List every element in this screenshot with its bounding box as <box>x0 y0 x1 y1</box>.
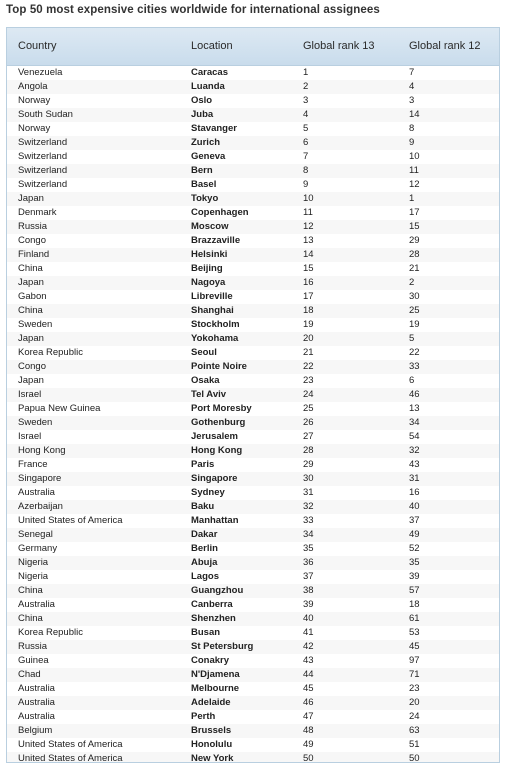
cell-location: Conakry <box>191 655 230 666</box>
cell-country: Japan <box>18 333 44 344</box>
cell-location: Beijing <box>191 263 223 274</box>
table-row <box>7 486 499 500</box>
cell-rank13: 30 <box>303 473 314 484</box>
cell-country: Israel <box>18 431 42 442</box>
cell-location: Sydney <box>191 487 225 498</box>
column-header-country: Country <box>18 40 57 52</box>
cell-location: Shanghai <box>191 305 234 316</box>
cell-country: Korea Republic <box>18 627 83 638</box>
cell-location: Honolulu <box>191 739 233 750</box>
cell-country: Norway <box>18 95 51 106</box>
cell-rank12: 33 <box>409 361 420 372</box>
cell-country: China <box>18 263 43 274</box>
cell-country: Finland <box>18 249 50 260</box>
cell-rank12: 39 <box>409 571 420 582</box>
cell-country: France <box>18 459 48 470</box>
cell-rank12: 57 <box>409 585 420 596</box>
cell-rank12: 43 <box>409 459 420 470</box>
table-row <box>7 696 499 710</box>
cell-rank12: 3 <box>409 95 415 106</box>
table-row <box>7 752 499 763</box>
cell-rank12: 31 <box>409 473 420 484</box>
cell-country: China <box>18 585 43 596</box>
cell-rank12: 30 <box>409 291 420 302</box>
cell-country: Denmark <box>18 207 57 218</box>
cell-location: Stockholm <box>191 319 240 330</box>
cell-rank12: 16 <box>409 487 420 498</box>
cell-rank13: 47 <box>303 711 314 722</box>
cell-location: Perth <box>191 711 216 722</box>
table-row <box>7 136 499 150</box>
table-row <box>7 178 499 192</box>
cell-location: Tokyo <box>191 193 219 204</box>
cell-rank13: 46 <box>303 697 314 708</box>
cell-rank13: 31 <box>303 487 314 498</box>
cell-rank13: 8 <box>303 165 309 176</box>
table-row <box>7 94 499 108</box>
cell-rank13: 38 <box>303 585 314 596</box>
cell-country: Australia <box>18 697 55 708</box>
cell-location: Jerusalem <box>191 431 239 442</box>
cell-rank12: 11 <box>409 165 419 176</box>
cell-rank12: 9 <box>409 137 415 148</box>
cell-location: Canberra <box>191 599 233 610</box>
cell-country: Hong Kong <box>18 445 66 456</box>
table-row <box>7 108 499 122</box>
cell-location: Hong Kong <box>191 445 243 456</box>
table-row <box>7 262 499 276</box>
table-row <box>7 360 499 374</box>
table-row <box>7 570 499 584</box>
table-body <box>7 66 499 763</box>
cell-country: Singapore <box>18 473 62 484</box>
table-row <box>7 388 499 402</box>
cell-rank13: 48 <box>303 725 314 736</box>
cell-country: Russia <box>18 221 48 232</box>
cell-country: United States of America <box>18 515 123 526</box>
table-row <box>7 332 499 346</box>
table-row <box>7 612 499 626</box>
cell-location: Lagos <box>191 571 219 582</box>
cell-location: Guangzhou <box>191 585 244 596</box>
table-row <box>7 472 499 486</box>
cell-location: Luanda <box>191 81 225 92</box>
cell-location: Berlin <box>191 543 218 554</box>
cell-location: Paris <box>191 459 215 470</box>
cell-location: Bern <box>191 165 213 176</box>
cell-country: Sweden <box>18 319 53 330</box>
cell-rank12: 63 <box>409 725 420 736</box>
cell-rank13: 5 <box>303 123 309 134</box>
cell-rank13: 45 <box>303 683 314 694</box>
cell-location: Manhattan <box>191 515 239 526</box>
cell-location: Singapore <box>191 473 238 484</box>
cell-rank13: 21 <box>303 347 314 358</box>
cell-rank12: 1 <box>409 193 415 204</box>
cell-rank13: 4 <box>303 109 309 120</box>
cell-rank13: 32 <box>303 501 314 512</box>
cell-rank12: 29 <box>409 235 420 246</box>
cell-rank12: 32 <box>409 445 420 456</box>
rankings-table <box>6 27 500 763</box>
cell-rank13: 23 <box>303 375 314 386</box>
cell-rank12: 7 <box>409 67 415 78</box>
cell-country: Gabon <box>18 291 47 302</box>
table-row <box>7 318 499 332</box>
table-row <box>7 66 499 80</box>
cell-rank13: 34 <box>303 529 314 540</box>
cell-rank13: 50 <box>303 753 314 763</box>
cell-country: Russia <box>18 641 48 652</box>
table-row <box>7 556 499 570</box>
table-row <box>7 192 499 206</box>
cell-rank13: 20 <box>303 333 314 344</box>
cell-location: Seoul <box>191 347 217 358</box>
cell-rank13: 29 <box>303 459 314 470</box>
cell-rank13: 33 <box>303 515 314 526</box>
cell-country: Belgium <box>18 725 53 736</box>
table-row <box>7 402 499 416</box>
table-header <box>7 28 499 66</box>
table-row <box>7 346 499 360</box>
table-row <box>7 276 499 290</box>
cell-location: Port Moresby <box>191 403 252 414</box>
cell-rank12: 19 <box>409 319 420 330</box>
cell-rank13: 49 <box>303 739 314 750</box>
cell-rank13: 14 <box>303 249 314 260</box>
cell-rank13: 1 <box>303 67 309 78</box>
cell-rank13: 7 <box>303 151 309 162</box>
cell-country: United States of America <box>18 739 123 750</box>
cell-country: Japan <box>18 277 44 288</box>
cell-rank13: 9 <box>303 179 309 190</box>
cell-rank13: 11 <box>303 207 313 218</box>
cell-country: Senegal <box>18 529 53 540</box>
cell-location: Pointe Noire <box>191 361 247 372</box>
cell-rank12: 25 <box>409 305 420 316</box>
table-row <box>7 654 499 668</box>
cell-rank13: 19 <box>303 319 314 330</box>
cell-rank12: 46 <box>409 389 420 400</box>
cell-rank12: 13 <box>409 403 420 414</box>
cell-location: Helsinki <box>191 249 228 260</box>
cell-country: Sweden <box>18 417 53 428</box>
table-row <box>7 150 499 164</box>
cell-country: United States of America <box>18 753 123 763</box>
cell-location: St Petersburg <box>191 641 254 652</box>
cell-rank12: 5 <box>409 333 415 344</box>
table-row <box>7 514 499 528</box>
cell-location: Abuja <box>191 557 218 568</box>
cell-rank12: 97 <box>409 655 420 666</box>
table-row <box>7 220 499 234</box>
cell-country: Switzerland <box>18 151 68 162</box>
cell-rank13: 36 <box>303 557 314 568</box>
cell-country: Switzerland <box>18 179 68 190</box>
table-row <box>7 248 499 262</box>
cell-country: Venezuela <box>18 67 63 78</box>
table-row <box>7 640 499 654</box>
cell-location: Yokohama <box>191 333 239 344</box>
cell-country: South Sudan <box>18 109 73 120</box>
cell-country: Switzerland <box>18 165 68 176</box>
cell-country: Australia <box>18 487 55 498</box>
cell-rank12: 40 <box>409 501 420 512</box>
cell-rank12: 53 <box>409 627 420 638</box>
cell-rank13: 17 <box>303 291 314 302</box>
cell-location: Brazzaville <box>191 235 241 246</box>
column-header-rank13: Global rank 13 <box>303 40 375 52</box>
cell-location: Libreville <box>191 291 233 302</box>
cell-location: New York <box>191 753 234 763</box>
cell-rank12: 23 <box>409 683 420 694</box>
cell-rank12: 8 <box>409 123 415 134</box>
cell-rank13: 18 <box>303 305 314 316</box>
cell-rank12: 20 <box>409 697 420 708</box>
table-row <box>7 374 499 388</box>
cell-rank12: 71 <box>409 669 420 680</box>
cell-rank13: 42 <box>303 641 314 652</box>
cell-location: Gothenburg <box>191 417 246 428</box>
cell-rank13: 44 <box>303 669 314 680</box>
cell-rank12: 18 <box>409 599 420 610</box>
cell-rank12: 49 <box>409 529 420 540</box>
table-row <box>7 234 499 248</box>
cell-location: Tel Aviv <box>191 389 227 400</box>
cell-rank13: 28 <box>303 445 314 456</box>
cell-rank13: 43 <box>303 655 314 666</box>
cell-location: Zurich <box>191 137 221 148</box>
table-row <box>7 206 499 220</box>
cell-location: Copenhagen <box>191 207 249 218</box>
cell-rank13: 25 <box>303 403 314 414</box>
table-row <box>7 542 499 556</box>
table-row <box>7 584 499 598</box>
cell-location: Juba <box>191 109 214 120</box>
cell-location: Stavanger <box>191 123 237 134</box>
cell-rank12: 51 <box>409 739 420 750</box>
cell-rank12: 52 <box>409 543 420 554</box>
cell-rank13: 12 <box>303 221 314 232</box>
cell-country: Angola <box>18 81 48 92</box>
table-row <box>7 724 499 738</box>
cell-location: Baku <box>191 501 215 512</box>
cell-rank13: 41 <box>303 627 314 638</box>
cell-country: Australia <box>18 599 55 610</box>
cell-rank13: 15 <box>303 263 314 274</box>
cell-country: Guinea <box>18 655 49 666</box>
cell-country: Azerbaijan <box>18 501 63 512</box>
cell-location: Moscow <box>191 221 229 232</box>
cell-location: Basel <box>191 179 217 190</box>
table-row <box>7 738 499 752</box>
cell-rank12: 21 <box>409 263 420 274</box>
cell-rank13: 22 <box>303 361 314 372</box>
table-row <box>7 500 499 514</box>
cell-location: Geneva <box>191 151 226 162</box>
cell-location: Nagoya <box>191 277 226 288</box>
cell-rank12: 2 <box>409 277 415 288</box>
cell-rank13: 3 <box>303 95 309 106</box>
cell-rank12: 35 <box>409 557 420 568</box>
cell-rank13: 13 <box>303 235 314 246</box>
cell-rank12: 24 <box>409 711 420 722</box>
table-row <box>7 304 499 318</box>
page-title: Top 50 most expensive cities worldwide for international assignees <box>6 4 380 16</box>
cell-rank12: 4 <box>409 81 415 92</box>
cell-country: Japan <box>18 193 44 204</box>
cell-country: China <box>18 613 43 624</box>
cell-rank13: 40 <box>303 613 314 624</box>
cell-location: Oslo <box>191 95 213 106</box>
cell-rank13: 26 <box>303 417 314 428</box>
cell-rank13: 35 <box>303 543 314 554</box>
cell-rank12: 45 <box>409 641 420 652</box>
column-header-rank12: Global rank 12 <box>409 40 481 52</box>
table-row <box>7 430 499 444</box>
cell-location: Caracas <box>191 67 228 78</box>
table-row <box>7 416 499 430</box>
cell-rank12: 50 <box>409 753 420 763</box>
cell-rank12: 17 <box>409 207 420 218</box>
table-row <box>7 626 499 640</box>
cell-rank12: 61 <box>409 613 420 624</box>
cell-rank12: 28 <box>409 249 420 260</box>
cell-location: Melbourne <box>191 683 240 694</box>
cell-country: Nigeria <box>18 571 49 582</box>
cell-rank12: 22 <box>409 347 420 358</box>
table-row <box>7 290 499 304</box>
cell-country: Japan <box>18 375 44 386</box>
cell-location: Osaka <box>191 375 220 386</box>
cell-country: Korea Republic <box>18 347 83 358</box>
cell-country: Congo <box>18 361 46 372</box>
cell-country: Papua New Guinea <box>18 403 101 414</box>
cell-country: China <box>18 305 43 316</box>
cell-country: Norway <box>18 123 51 134</box>
cell-country: Chad <box>18 669 41 680</box>
table-row <box>7 682 499 696</box>
cell-location: N'Djamena <box>191 669 240 680</box>
cell-country: Australia <box>18 683 55 694</box>
cell-rank12: 34 <box>409 417 420 428</box>
cell-rank13: 24 <box>303 389 314 400</box>
cell-country: Israel <box>18 389 42 400</box>
cell-rank12: 37 <box>409 515 420 526</box>
cell-country: Nigeria <box>18 557 49 568</box>
cell-rank13: 2 <box>303 81 309 92</box>
table-row <box>7 668 499 682</box>
table-row <box>7 122 499 136</box>
table-row <box>7 710 499 724</box>
table-row <box>7 164 499 178</box>
cell-country: Germany <box>18 543 58 554</box>
cell-location: Busan <box>191 627 221 638</box>
cell-location: Brussels <box>191 725 232 736</box>
table-row <box>7 528 499 542</box>
cell-country: Switzerland <box>18 137 68 148</box>
cell-country: Australia <box>18 711 55 722</box>
cell-country: Congo <box>18 235 46 246</box>
cell-rank12: 14 <box>409 109 420 120</box>
cell-location: Dakar <box>191 529 218 540</box>
table-row <box>7 80 499 94</box>
cell-rank12: 15 <box>409 221 420 232</box>
cell-rank12: 12 <box>409 179 420 190</box>
table-row <box>7 458 499 472</box>
cell-rank13: 16 <box>303 277 314 288</box>
cell-rank13: 37 <box>303 571 314 582</box>
table-row <box>7 444 499 458</box>
cell-rank12: 10 <box>409 151 420 162</box>
cell-rank12: 54 <box>409 431 420 442</box>
column-header-location: Location <box>191 40 233 52</box>
cell-rank13: 27 <box>303 431 314 442</box>
cell-rank13: 10 <box>303 193 314 204</box>
cell-rank13: 39 <box>303 599 314 610</box>
cell-rank13: 6 <box>303 137 309 148</box>
cell-location: Adelaide <box>191 697 231 708</box>
cell-rank12: 6 <box>409 375 415 386</box>
cell-location: Shenzhen <box>191 613 236 624</box>
table-row <box>7 598 499 612</box>
